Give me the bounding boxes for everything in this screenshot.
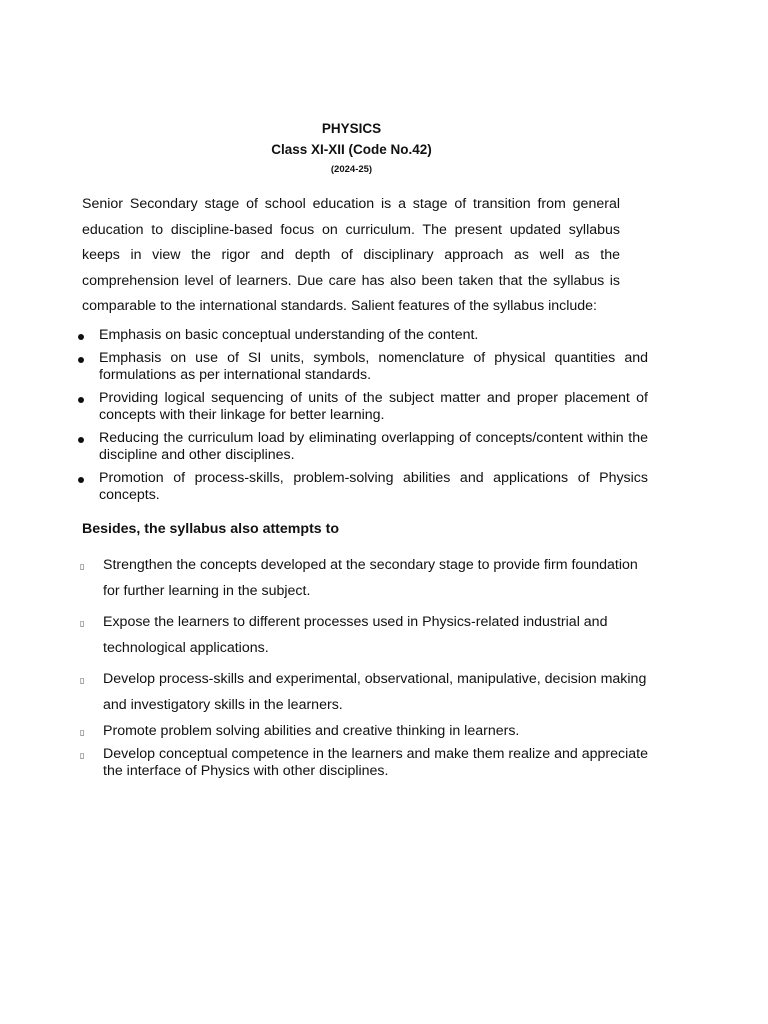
list-item-text: Promote problem solving abilities and creative thinking in learners. [103, 723, 520, 739]
bullet-icon [78, 437, 84, 443]
list-item-text: Emphasis on use of SI units, symbols, nomenclature of physical quantities and formulations as per international standards. [99, 350, 648, 383]
list-item-text: Reducing the curriculum load by eliminating overlapping of concepts/content within the discipline and other disciplines. [99, 430, 648, 463]
list-item [80, 746, 650, 780]
list-item [78, 327, 648, 344]
bullet-icon [78, 334, 84, 340]
bullet-icon [78, 397, 84, 403]
box-bullet-icon: ▯ [80, 562, 85, 571]
aims-list [80, 552, 650, 786]
list-item-text: Providing logical sequencing of units of the subject matter and proper placement of concepts with their linkage for better learning. [99, 390, 648, 423]
box-bullet-icon: ▯ [80, 619, 85, 628]
list-item [78, 350, 648, 384]
list-item-text: Expose the learners to different processes used in Physics-related industrial and technological applications. [103, 614, 608, 656]
bullet-icon [78, 477, 84, 483]
list-item-text: Strengthen the concepts developed at the secondary stage to provide firm foundation for further learning in the subject. [103, 557, 638, 599]
features-list [78, 327, 648, 510]
list-item-text: Emphasis on basic conceptual understanding of the content. [99, 327, 479, 343]
document-year: (2024-25) [330, 164, 373, 175]
list-item [78, 470, 648, 504]
list-item [80, 666, 650, 718]
bullet-icon [78, 357, 84, 363]
intro-paragraph: Senior Secondary stage of school education is a stage of transition from general education to discipline-based focus on curriculum. The present updated syllabus keeps in view the rigor and depth of disciplinary approach as well as the comprehension level of learners. Due care has also been taken that the syllabus is comparable to the international standards. Salient features of the syllabus include: [82, 196, 620, 314]
document-title: PHYSICS [321, 121, 382, 136]
list-item-text: Develop conceptual competence in the learners and make them realize and appreciate the interface of Physics with other disciplines. [103, 746, 648, 779]
box-bullet-icon: ▯ [80, 728, 85, 737]
list-item [78, 430, 648, 464]
list-item [80, 552, 650, 604]
list-item [78, 390, 648, 424]
list-item-text: Promotion of process-skills, problem-solving abilities and applications of Physics concepts. [99, 470, 648, 503]
section-heading: Besides, the syllabus also attempts to [82, 521, 340, 537]
box-bullet-icon: ▯ [80, 676, 85, 685]
document-subtitle: Class XI-XII (Code No.42) [271, 142, 432, 157]
box-bullet-icon: ▯ [80, 751, 85, 760]
list-item [80, 609, 650, 661]
list-item-text: Develop process-skills and experimental, observational, manipulative, decision making and investigatory skills in the learners. [103, 671, 647, 713]
list-item [80, 723, 650, 740]
